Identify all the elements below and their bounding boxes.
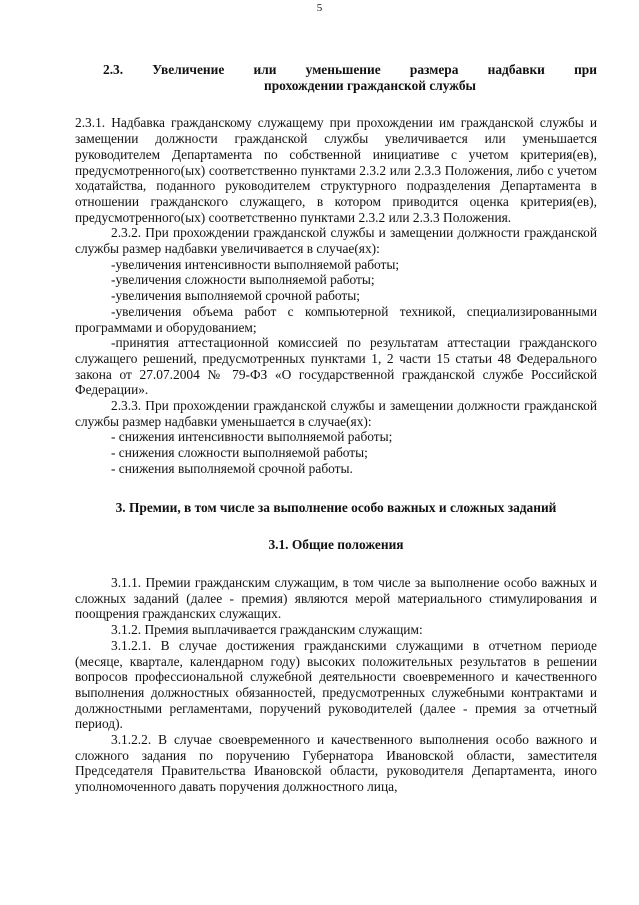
page-number: 5	[316, 2, 323, 14]
list-item: -увеличения объема работ с компьютерной техникой, специализированными программами и оборудованием;	[75, 303, 597, 335]
section-2-3-title-line1	[103, 62, 597, 78]
paragraph-2-3-1: 2.3.1. Надбавка гражданскому служащему при прохождении им гражданской службы и замещении должности гражданской службы увеличивается или уменьшается руководителем Департамента по собственной инициативе с учетом критерия(ев), предусмотренного(ых) соответственно пунктами 2.3.2 или 2.3.3 Положения, либо с учетом ходатайства, поданного руководителем структурного подразделения Департамента в отношении гражданского служащего, в котором приводится оценка критерия(ев), предусмотренного(ых) соответственно пунктами 2.3.2 или 2.3.3 Положения.	[75, 115, 597, 225]
paragraph-3-1-1: 3.1.1. Премии гражданским служащим, в том числе за выполнение особо важных и сложных заданий (далее - премия) являются мерой материального стимулирования и поощрения гражданских служащих.	[75, 574, 597, 622]
section-3-heading: 3. Премии, в том числе за выполнение особо важных и сложных заданий	[115, 499, 557, 515]
title-word: размера	[409, 62, 459, 77]
paragraph-2-3-2: 2.3.2. При прохождении гражданской службы и замещении должности гражданской службы размер надбавки увеличивается в случае(ях):	[75, 225, 597, 257]
title-word: уменьшение	[305, 62, 381, 77]
section-3-1-heading: 3.1. Общие положения	[268, 537, 404, 553]
list-item: -увеличения выполняемой срочной работы;	[111, 288, 360, 304]
list-item: - снижения сложности выполняемой работы;	[111, 445, 368, 461]
paragraph-3-1-2-1: 3.1.2.1. В случае достижения гражданскими служащими в отчетном периоде (месяце, квартале, календарном году) высоких положительных результатов в решении вопросов профессиональной служебной деятельности своевременного и качественного выполнения должностных обязанностей, предусмотренных служебными контрактами и должностными регламентами, поручений руководителей (далее - премия за отчетный период).	[75, 637, 597, 732]
section-2-3-heading	[75, 62, 597, 93]
section-2-3-title-line2: прохождении гражданской службы	[263, 77, 476, 93]
list-item: -увеличения сложности выполняемой работы;	[111, 272, 375, 288]
list-item: -принятия аттестационной комиссией по результатам аттестации гражданского служащего решений, предусмотренных пунктами 1, 2 части 15 статьи 48 Федерального закона от 27.07.2004 № 79-ФЗ «О государственной гражданской службе Российской Федерации».	[75, 335, 597, 398]
list-item: - снижения интенсивности выполняемой работы;	[111, 429, 393, 445]
title-word: при	[574, 62, 597, 77]
list-item: - снижения выполняемой срочной работы.	[111, 460, 353, 476]
paragraph-3-1-2: 3.1.2. Премия выплачивается гражданским служащим:	[111, 622, 423, 638]
section-2-3-number: 2.3.	[103, 62, 124, 77]
list-item: -увеличения интенсивности выполняемой работы;	[111, 256, 400, 272]
title-word: надбавки	[487, 62, 545, 77]
document-body	[75, 62, 597, 795]
paragraph-3-1-2-2: 3.1.2.2. В случае своевременного и качественного выполнения особо важного и сложного задания по поручению Губернатора Ивановской области, заместителя Председателя Правительства Ивановской области, руководителя Департамента, иного уполномоченного давать поручения должностного лица,	[75, 732, 597, 795]
title-word: Увеличение	[152, 62, 225, 77]
title-word: или	[253, 62, 277, 77]
paragraph-2-3-3: 2.3.3. При прохождении гражданской службы и замещении должности гражданской службы размер надбавки уменьшается в случае(ях):	[75, 398, 597, 429]
